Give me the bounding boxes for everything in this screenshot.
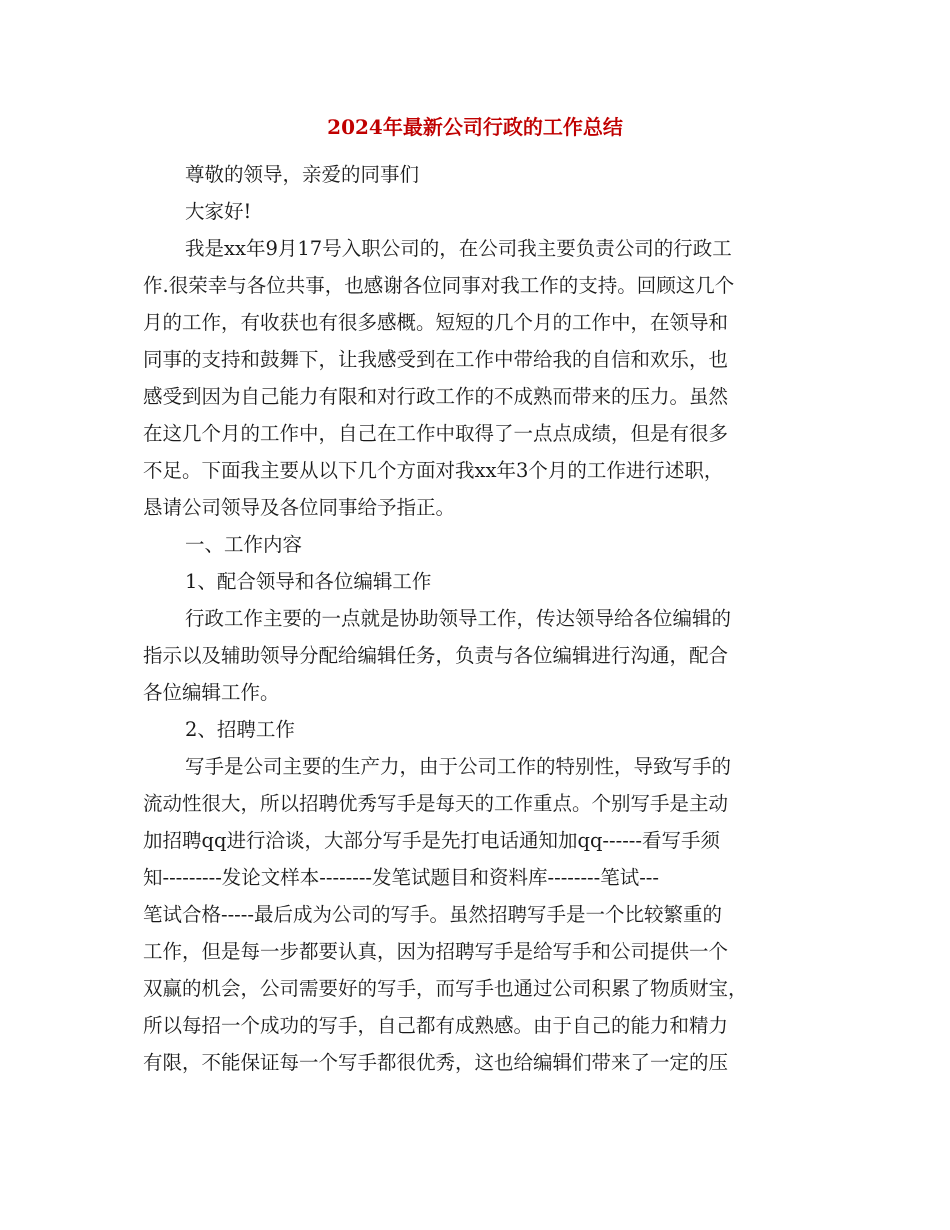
paragraph-line: 有限，不能保证每一个写手都很优秀，这也给编辑们带来了一定的压: [143, 1051, 729, 1074]
paragraph-line: 尊敬的领导，亲爱的同事们: [185, 163, 420, 186]
paragraph-line: 行政工作主要的一点就是协助领导工作，传达领导给各位编辑的: [185, 607, 732, 630]
paragraph-line: 工作，但是每一步都要认真，因为招聘写手是给写手和公司提供一个: [143, 940, 729, 963]
paragraph-line: 流动性很大，所以招聘优秀写手是每天的工作重点。个别写手是主动: [143, 792, 729, 815]
paragraph-line: 所以每招一个成功的写手，自己都有成熟感。由于自己的能力和精力: [143, 1014, 729, 1037]
paragraph-line: 月的工作，有收获也有很多感概。短短的几个月的工作中，在领导和: [143, 311, 729, 334]
document-body: [143, 156, 807, 1081]
paragraph-line: 笔试合格-----最后成为公司的写手。虽然招聘写手是一个比较繁重的: [143, 903, 722, 926]
paragraph-line: 各位编辑工作。: [143, 681, 280, 704]
paragraph-line: 双赢的机会，公司需要好的写手，而写手也通过公司积累了物质财宝，: [143, 977, 748, 1000]
paragraph-line: 1、配合领导和各位编辑工作: [185, 570, 432, 593]
paragraph-line: 感受到因为自己能力有限和对行政工作的不成熟而带来的压力。虽然: [143, 385, 729, 408]
paragraph-line: 指示以及辅助领导分配给编辑任务，负责与各位编辑进行沟通，配合: [143, 644, 729, 667]
paragraph-line: 一、工作内容: [185, 533, 303, 556]
paragraph-line: 不足。下面我主要从以下几个方面对我xx年3个月的工作进行述职，: [143, 459, 724, 482]
paragraph-line: 加招聘qq进行洽谈，大部分写手是先打电话通知加qq------看写手须: [143, 829, 720, 852]
paragraph-line: 大家好!: [185, 200, 252, 223]
document-title: 2024年最新公司行政的工作总结: [327, 115, 623, 139]
paragraph-line: 知---------发论文样本--------发笔试题目和资料库--------笔试---: [143, 866, 659, 889]
paragraph-line: 恳请公司领导及各位同事给予指正。: [143, 496, 456, 519]
paragraph-line: 我是xx年9月17号入职公司的，在公司我主要负责公司的行政工: [185, 237, 732, 260]
paragraph-line: 同事的支持和鼓舞下，让我感受到在工作中带给我的自信和欢乐，也: [143, 348, 729, 371]
paragraph-line: 在这几个月的工作中，自己在工作中取得了一点点成绩，但是有很多: [143, 422, 729, 445]
paragraph-line: 写手是公司主要的生产力，由于公司工作的特别性，导致写手的: [185, 755, 732, 778]
paragraph-line: 作.很荣幸与各位共事，也感谢各位同事对我工作的支持。回顾这几个: [143, 274, 735, 297]
paragraph-line: 2、招聘工作: [185, 718, 295, 741]
